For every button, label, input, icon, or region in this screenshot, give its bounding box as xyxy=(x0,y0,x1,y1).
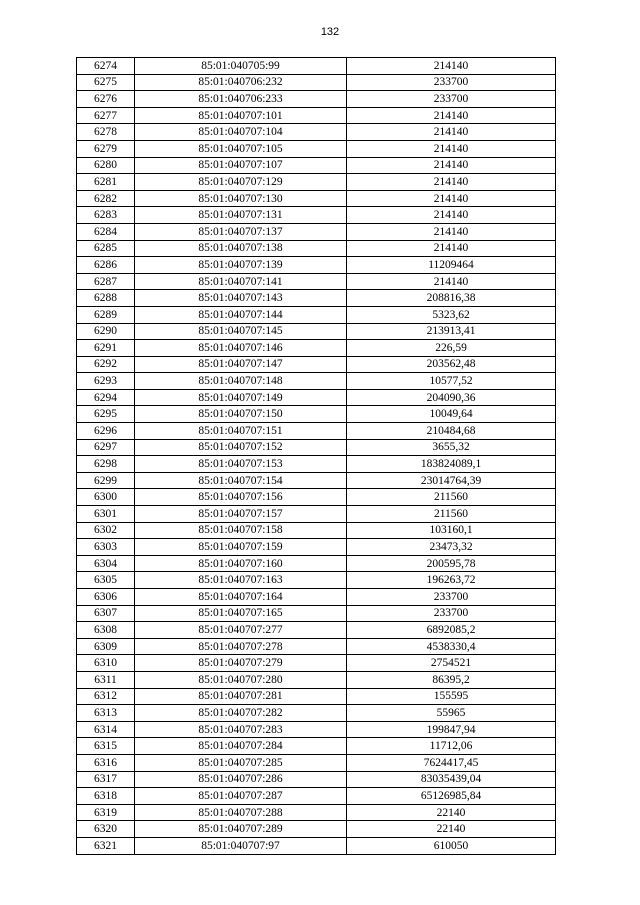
row-number-cell: 6306 xyxy=(77,589,135,606)
value-cell: 210484,68 xyxy=(347,423,556,440)
value-cell: 214140 xyxy=(347,124,556,141)
cadastral-table xyxy=(76,57,556,855)
value-cell: 22140 xyxy=(347,804,556,821)
cadastral-number-cell: 85:01:040707:143 xyxy=(135,290,347,307)
table-row xyxy=(77,688,556,705)
row-number-cell: 6279 xyxy=(77,140,135,157)
value-cell: 214140 xyxy=(347,140,556,157)
cadastral-number-cell: 85:01:040707:277 xyxy=(135,622,347,639)
row-number-cell: 6300 xyxy=(77,489,135,506)
row-number-cell: 6274 xyxy=(77,58,135,75)
cadastral-number-cell: 85:01:040706:233 xyxy=(135,91,347,108)
cadastral-number-cell: 85:01:040707:107 xyxy=(135,157,347,174)
value-cell: 610050 xyxy=(347,837,556,854)
cadastral-number-cell: 85:01:040707:164 xyxy=(135,589,347,606)
value-cell: 196263,72 xyxy=(347,572,556,589)
row-number-cell: 6309 xyxy=(77,638,135,655)
value-cell: 214140 xyxy=(347,240,556,257)
table-row xyxy=(77,439,556,456)
value-cell: 10049,64 xyxy=(347,406,556,423)
value-cell: 233700 xyxy=(347,605,556,622)
value-cell: 5323,62 xyxy=(347,306,556,323)
row-number-cell: 6281 xyxy=(77,174,135,191)
table-row xyxy=(77,157,556,174)
table-row xyxy=(77,373,556,390)
table-row xyxy=(77,91,556,108)
row-number-cell: 6286 xyxy=(77,257,135,274)
table-row xyxy=(77,423,556,440)
cadastral-number-cell: 85:01:040707:146 xyxy=(135,340,347,357)
row-number-cell: 6277 xyxy=(77,107,135,124)
table-row xyxy=(77,705,556,722)
table-row xyxy=(77,140,556,157)
cadastral-number-cell: 85:01:040707:158 xyxy=(135,522,347,539)
value-cell: 4538330,4 xyxy=(347,638,556,655)
cadastral-number-cell: 85:01:040707:281 xyxy=(135,688,347,705)
table-body xyxy=(77,58,556,855)
row-number-cell: 6275 xyxy=(77,74,135,91)
cadastral-number-cell: 85:01:040707:159 xyxy=(135,539,347,556)
row-number-cell: 6308 xyxy=(77,622,135,639)
row-number-cell: 6280 xyxy=(77,157,135,174)
row-number-cell: 6284 xyxy=(77,223,135,240)
row-number-cell: 6305 xyxy=(77,572,135,589)
value-cell: 199847,94 xyxy=(347,721,556,738)
row-number-cell: 6297 xyxy=(77,439,135,456)
table-row xyxy=(77,356,556,373)
cadastral-number-cell: 85:01:040707:141 xyxy=(135,273,347,290)
value-cell: 65126985,84 xyxy=(347,788,556,805)
value-cell: 2754521 xyxy=(347,655,556,672)
row-number-cell: 6287 xyxy=(77,273,135,290)
value-cell: 208816,38 xyxy=(347,290,556,307)
cadastral-number-cell: 85:01:040707:104 xyxy=(135,124,347,141)
cadastral-number-cell: 85:01:040707:129 xyxy=(135,174,347,191)
value-cell: 211560 xyxy=(347,489,556,506)
row-number-cell: 6312 xyxy=(77,688,135,705)
value-cell: 233700 xyxy=(347,74,556,91)
value-cell: 214140 xyxy=(347,107,556,124)
row-number-cell: 6290 xyxy=(77,323,135,340)
cadastral-number-cell: 85:01:040707:279 xyxy=(135,655,347,672)
value-cell: 226,59 xyxy=(347,340,556,357)
value-cell: 22140 xyxy=(347,821,556,838)
table-row xyxy=(77,572,556,589)
page-number: 132 xyxy=(320,26,340,38)
row-number-cell: 6301 xyxy=(77,506,135,523)
row-number-cell: 6313 xyxy=(77,705,135,722)
cadastral-number-cell: 85:01:040707:139 xyxy=(135,257,347,274)
row-number-cell: 6316 xyxy=(77,754,135,771)
table-row xyxy=(77,638,556,655)
row-number-cell: 6310 xyxy=(77,655,135,672)
value-cell: 11209464 xyxy=(347,257,556,274)
table-row xyxy=(77,406,556,423)
value-cell: 214140 xyxy=(347,223,556,240)
row-number-cell: 6320 xyxy=(77,821,135,838)
table-row xyxy=(77,837,556,854)
table-row xyxy=(77,58,556,75)
value-cell: 6892085,2 xyxy=(347,622,556,639)
cadastral-number-cell: 85:01:040707:284 xyxy=(135,738,347,755)
table-row xyxy=(77,174,556,191)
table-row xyxy=(77,771,556,788)
cadastral-number-cell: 85:01:040707:145 xyxy=(135,323,347,340)
cadastral-number-cell: 85:01:040707:280 xyxy=(135,671,347,688)
value-cell: 103160,1 xyxy=(347,522,556,539)
cadastral-number-cell: 85:01:040707:286 xyxy=(135,771,347,788)
value-cell: 200595,78 xyxy=(347,555,556,572)
table-row xyxy=(77,622,556,639)
value-cell: 23473,32 xyxy=(347,539,556,556)
value-cell: 204090,36 xyxy=(347,389,556,406)
cadastral-number-cell: 85:01:040705:99 xyxy=(135,58,347,75)
cadastral-number-cell: 85:01:040707:138 xyxy=(135,240,347,257)
row-number-cell: 6291 xyxy=(77,340,135,357)
cadastral-number-cell: 85:01:040707:153 xyxy=(135,456,347,473)
cadastral-number-cell: 85:01:040707:154 xyxy=(135,472,347,489)
cadastral-number-cell: 85:01:040707:130 xyxy=(135,190,347,207)
row-number-cell: 6298 xyxy=(77,456,135,473)
row-number-cell: 6282 xyxy=(77,190,135,207)
row-number-cell: 6315 xyxy=(77,738,135,755)
table-row xyxy=(77,389,556,406)
row-number-cell: 6311 xyxy=(77,671,135,688)
table-row xyxy=(77,290,556,307)
value-cell: 10577,52 xyxy=(347,373,556,390)
table-row xyxy=(77,257,556,274)
value-cell: 203562,48 xyxy=(347,356,556,373)
table-row xyxy=(77,539,556,556)
row-number-cell: 6314 xyxy=(77,721,135,738)
value-cell: 213913,41 xyxy=(347,323,556,340)
value-cell: 211560 xyxy=(347,506,556,523)
value-cell: 7624417,45 xyxy=(347,754,556,771)
cadastral-number-cell: 85:01:040707:152 xyxy=(135,439,347,456)
value-cell: 214140 xyxy=(347,273,556,290)
table-row xyxy=(77,323,556,340)
table-row xyxy=(77,754,556,771)
cadastral-number-cell: 85:01:040707:101 xyxy=(135,107,347,124)
cadastral-number-cell: 85:01:040707:288 xyxy=(135,804,347,821)
row-number-cell: 6296 xyxy=(77,423,135,440)
value-cell: 214140 xyxy=(347,190,556,207)
cadastral-number-cell: 85:01:040707:160 xyxy=(135,555,347,572)
row-number-cell: 6295 xyxy=(77,406,135,423)
row-number-cell: 6289 xyxy=(77,306,135,323)
table-row xyxy=(77,190,556,207)
row-number-cell: 6317 xyxy=(77,771,135,788)
table-row xyxy=(77,522,556,539)
value-cell: 55965 xyxy=(347,705,556,722)
cadastral-number-cell: 85:01:040707:147 xyxy=(135,356,347,373)
row-number-cell: 6318 xyxy=(77,788,135,805)
table-row xyxy=(77,605,556,622)
table-row xyxy=(77,506,556,523)
table-row xyxy=(77,306,556,323)
cadastral-number-cell: 85:01:040707:97 xyxy=(135,837,347,854)
cadastral-number-cell: 85:01:040707:156 xyxy=(135,489,347,506)
cadastral-number-cell: 85:01:040707:163 xyxy=(135,572,347,589)
table-row xyxy=(77,721,556,738)
row-number-cell: 6307 xyxy=(77,605,135,622)
table-row xyxy=(77,804,556,821)
cadastral-number-cell: 85:01:040707:144 xyxy=(135,306,347,323)
row-number-cell: 6299 xyxy=(77,472,135,489)
cadastral-number-cell: 85:01:040707:149 xyxy=(135,389,347,406)
cadastral-number-cell: 85:01:040707:282 xyxy=(135,705,347,722)
table-row xyxy=(77,273,556,290)
value-cell: 86395,2 xyxy=(347,671,556,688)
cadastral-number-cell: 85:01:040707:148 xyxy=(135,373,347,390)
table-row xyxy=(77,555,556,572)
table-row xyxy=(77,340,556,357)
cadastral-number-cell: 85:01:040707:131 xyxy=(135,207,347,224)
row-number-cell: 6292 xyxy=(77,356,135,373)
value-cell: 233700 xyxy=(347,91,556,108)
row-number-cell: 6304 xyxy=(77,555,135,572)
value-cell: 3655,32 xyxy=(347,439,556,456)
row-number-cell: 6303 xyxy=(77,539,135,556)
cadastral-number-cell: 85:01:040707:287 xyxy=(135,788,347,805)
table-row xyxy=(77,489,556,506)
cadastral-number-cell: 85:01:040706:232 xyxy=(135,74,347,91)
row-number-cell: 6288 xyxy=(77,290,135,307)
row-number-cell: 6285 xyxy=(77,240,135,257)
value-cell: 155595 xyxy=(347,688,556,705)
table-row xyxy=(77,821,556,838)
row-number-cell: 6319 xyxy=(77,804,135,821)
cadastral-number-cell: 85:01:040707:285 xyxy=(135,754,347,771)
value-cell: 83035439,04 xyxy=(347,771,556,788)
table-row xyxy=(77,655,556,672)
value-cell: 214140 xyxy=(347,157,556,174)
value-cell: 11712,06 xyxy=(347,738,556,755)
table-row xyxy=(77,671,556,688)
table-row xyxy=(77,223,556,240)
cadastral-number-cell: 85:01:040707:105 xyxy=(135,140,347,157)
cadastral-number-cell: 85:01:040707:283 xyxy=(135,721,347,738)
table-row xyxy=(77,124,556,141)
value-cell: 214140 xyxy=(347,174,556,191)
table-row xyxy=(77,74,556,91)
row-number-cell: 6293 xyxy=(77,373,135,390)
row-number-cell: 6302 xyxy=(77,522,135,539)
table-row xyxy=(77,456,556,473)
row-number-cell: 6276 xyxy=(77,91,135,108)
value-cell: 214140 xyxy=(347,58,556,75)
value-cell: 214140 xyxy=(347,207,556,224)
table-row xyxy=(77,589,556,606)
row-number-cell: 6283 xyxy=(77,207,135,224)
cadastral-number-cell: 85:01:040707:157 xyxy=(135,506,347,523)
row-number-cell: 6294 xyxy=(77,389,135,406)
table-row xyxy=(77,738,556,755)
table-row xyxy=(77,207,556,224)
value-cell: 183824089,1 xyxy=(347,456,556,473)
cadastral-number-cell: 85:01:040707:165 xyxy=(135,605,347,622)
table-row xyxy=(77,107,556,124)
cadastral-number-cell: 85:01:040707:137 xyxy=(135,223,347,240)
cadastral-number-cell: 85:01:040707:151 xyxy=(135,423,347,440)
row-number-cell: 6321 xyxy=(77,837,135,854)
cadastral-number-cell: 85:01:040707:289 xyxy=(135,821,347,838)
table-row xyxy=(77,788,556,805)
table-row xyxy=(77,472,556,489)
cadastral-number-cell: 85:01:040707:150 xyxy=(135,406,347,423)
value-cell: 23014764,39 xyxy=(347,472,556,489)
cadastral-number-cell: 85:01:040707:278 xyxy=(135,638,347,655)
table-row xyxy=(77,240,556,257)
row-number-cell: 6278 xyxy=(77,124,135,141)
value-cell: 233700 xyxy=(347,589,556,606)
